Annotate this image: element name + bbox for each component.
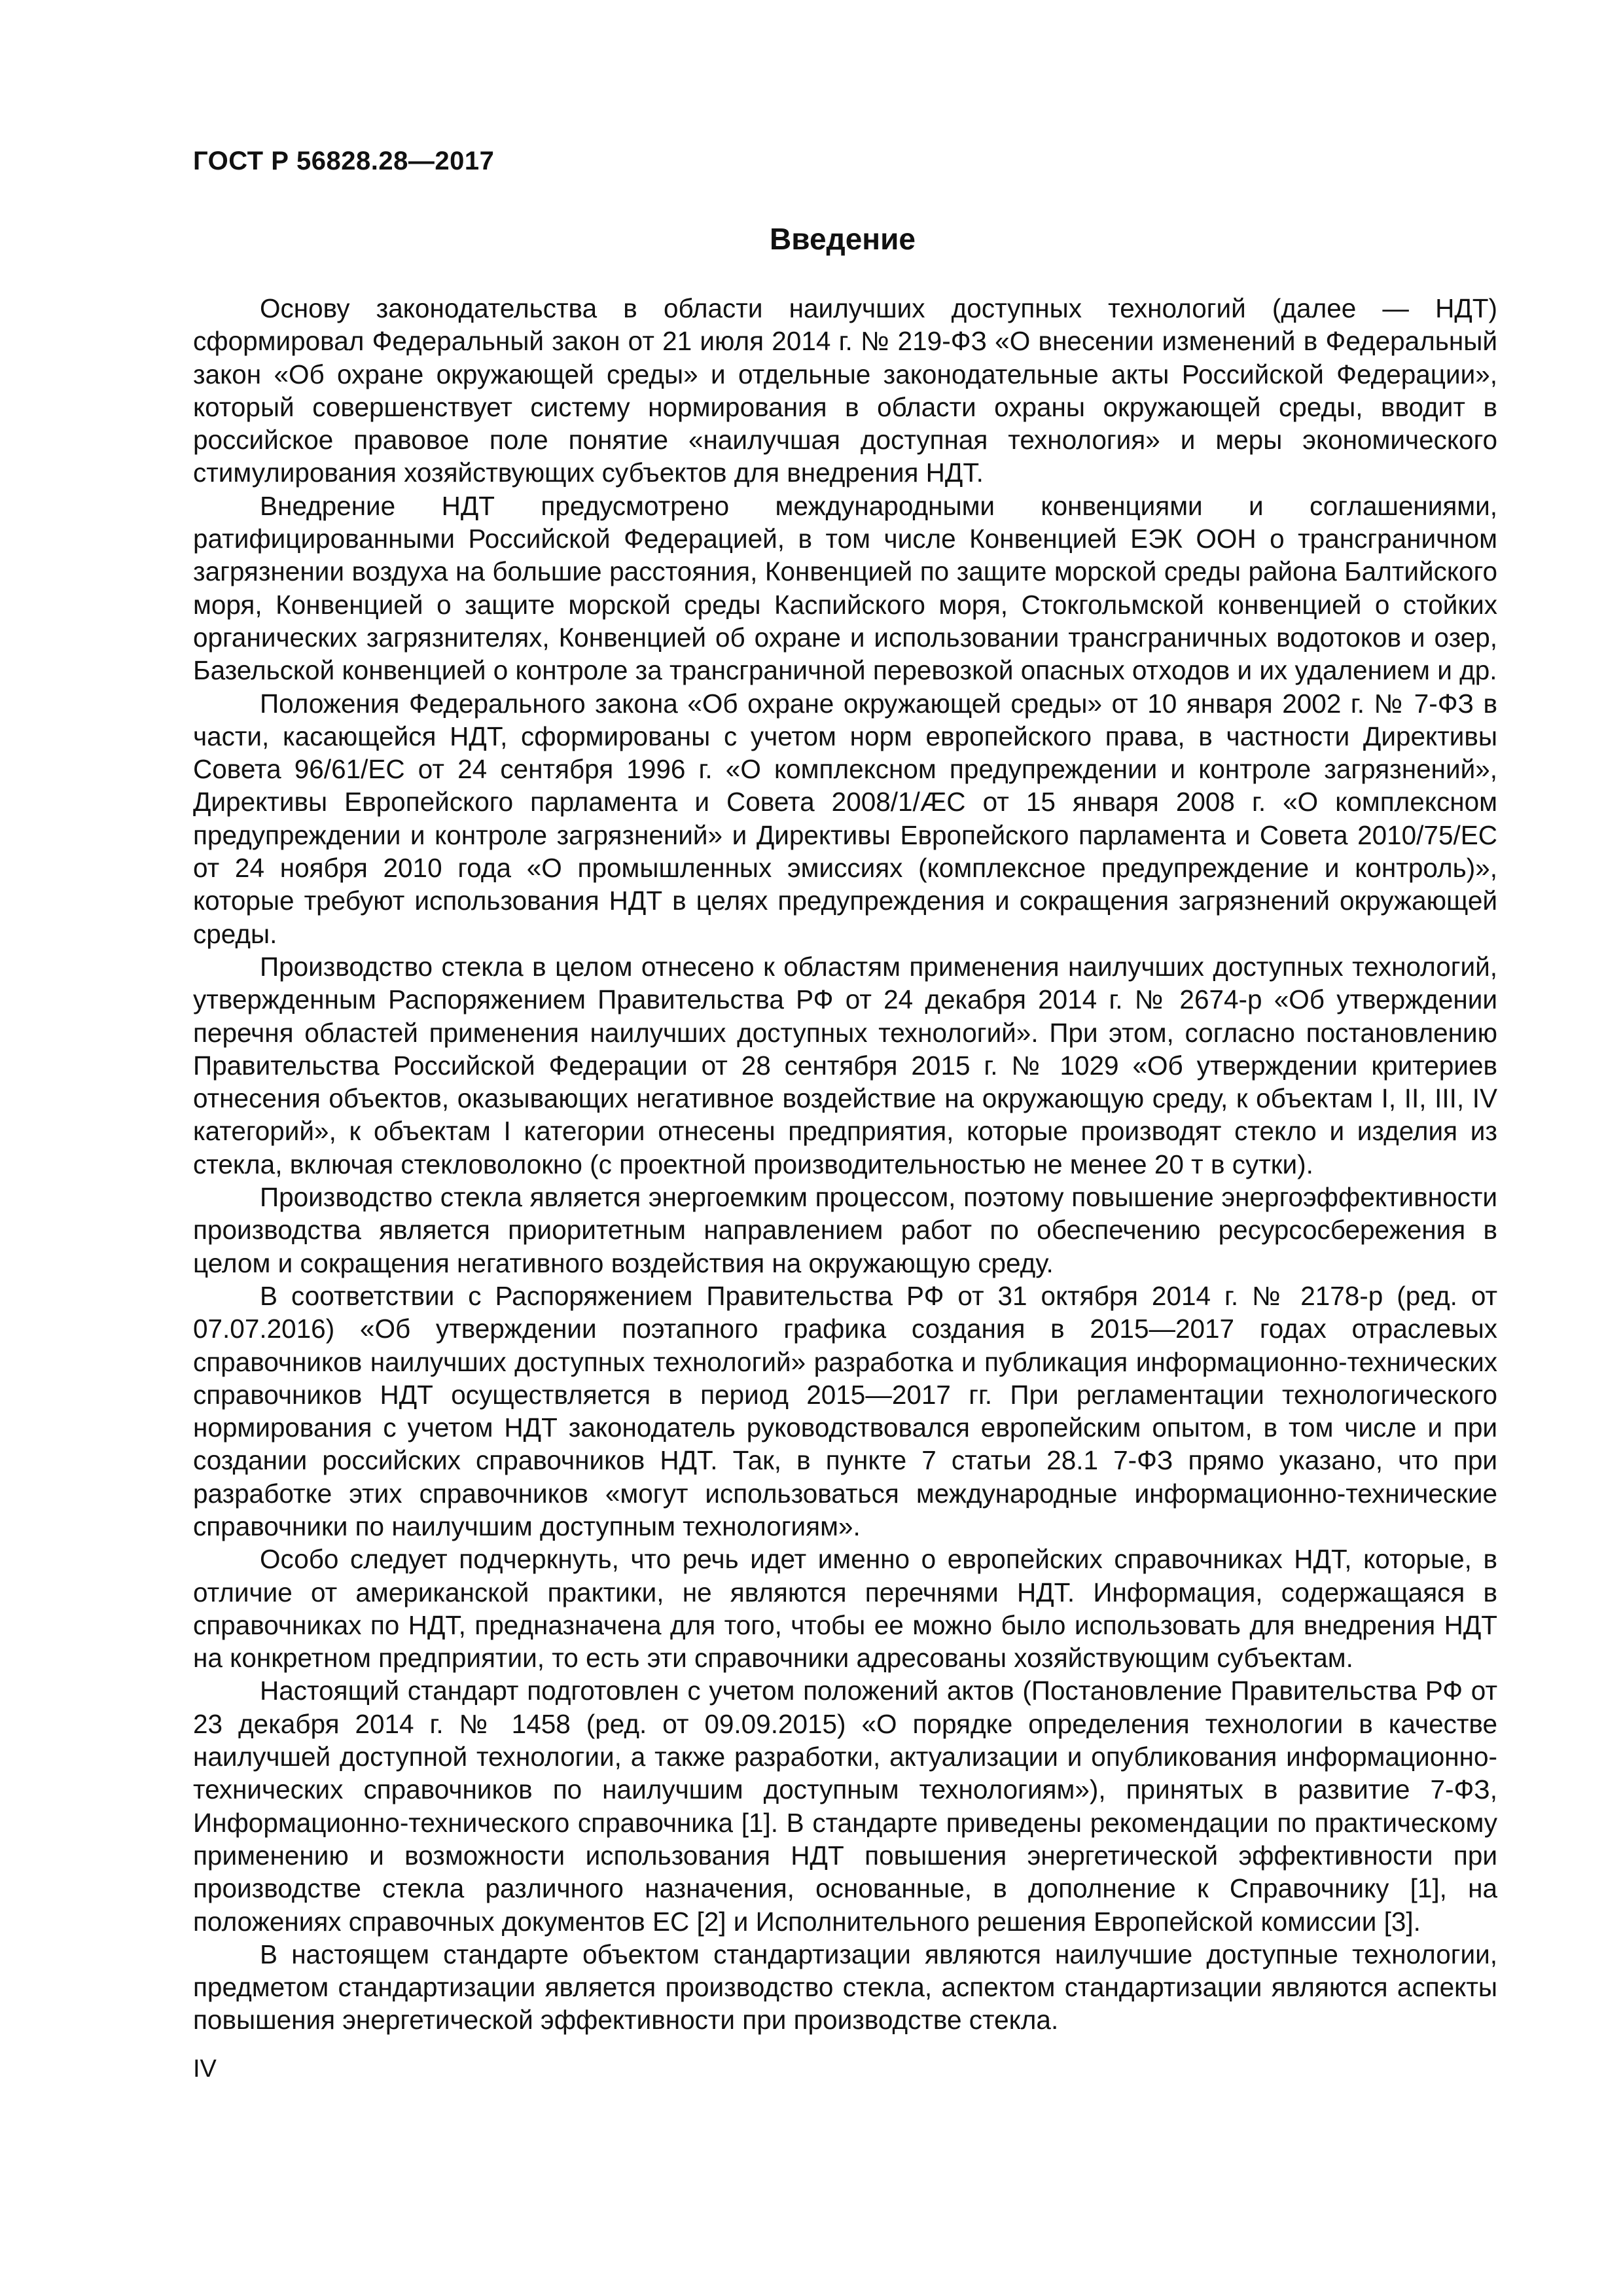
paragraph: Внедрение НДТ предусмотрено международными конвенциями и соглашениями, ратифицированными Российской Федерацией, в том числе Конвенцией ЕЭК ООН о трансграничном загрязнении воздуха на большие расстояния, Конвенцией по защите морской среды района Балтийского моря, Конвенцией о защите морской среды Каспийского моря, Стокгольмской конвенцией о стойких органических загрязнителях, Конвенцией об охране и использовании трансграничных водотоков и озер, Базельской конвенцией о контроле за трансграничной перевозкой опасных отходов и их удалением и др. [193,490,1497,686]
paragraph: Положения Федерального закона «Об охране окружающей среды» от 10 января 2002 г. № 7-ФЗ в части, касающейся НДТ, сформированы с учетом норм европейского права, в частности Директивы Совета 96/61/ЕС от 24 сентября 1996 г. «О комплексном предупреждении и контроле загрязнений», Директивы Европейского парламента и Совета 2008/1/ÆС от 15 января 2008 г. «О комплексном предупреждении и контроле загрязнений» и Директивы Европейского парламента и Совета 2010/75/ЕС от 24 ноября 2010 года «О промышленных эмиссиях (комплексное предупреждение и контроль)», которые требуют использования НДТ в целях предупреждения и сокращения загрязнений окружающей среды. [193,688,1497,949]
section-title: Введение [770,222,916,256]
paragraph: В соответствии с Распоряжением Правительства РФ от 31 октября 2014 г. № 2178-р (ред. от 07.07.2016) «Об утверждении поэтапного графика создания в 2015—2017 годах отраслевых справочников наилучших доступных технологий» разработка и публикация информационно-технических справочников НДТ осуществляется в период 2015—2017 гг. При регламентации технологического нормирования с учетом НДТ законодатель руководствовался европейским опытом, в том числе и при создании российских справочников НДТ. Так, в пункте 7 статьи 28.1 7-ФЗ прямо указано, что при разработке этих справочников «могут использоваться международные информационно-технические справочники по наилучшим доступным технологиям». [193,1280,1497,1541]
page-number: IV [193,2055,217,2083]
paragraph: Производство стекла в целом отнесено к областям применения наилучших доступных технологий, утвержденным Распоряжением Правительства РФ от 24 декабря 2014 г. № 2674-р «Об утверждении перечня областей применения наилучших доступных технологий». При этом, согласно постановлению Правительства Российской Федерации от 28 сентября 2015 г. № 1029 «Об утверждении критериев отнесения объектов, оказывающих негативное воздействие на окружающую среду, к объектам I, II, III, IV категорий», к объектам I категории отнесены предприятия, которые производят стекло и изделия из стекла, включая стекловолокно (с проектной производительностью не менее 20 т в сутки). [193,951,1497,1179]
document-header-id: ГОСТ Р 56828.28—2017 [193,147,495,175]
paragraph: Настоящий стандарт подготовлен с учетом положений актов (Постановление Правительства РФ от 23 декабря 2014 г. № 1458 (ред. от 09.09.2015) «О порядке определения технологии в качестве наилучшей доступной технологии, а также разработки, актуализации и опубликования информационно-технических справочников по наилучшим доступным технологиям»), принятых в развитие 7-ФЗ, Информационно-технического справочника [1]. В стандарте приведены рекомендации по практическому применению и возможности использования НДТ повышения энергетической эффективности при производстве стекла различного назначения, основанные, в дополнение к Справочнику [1], на положениях справочных документов ЕС [2] и Исполнительного решения Европейской комиссии [3]. [193,1676,1497,1937]
paragraph: Производство стекла является энергоемким процессом, поэтому повышение энергоэффективности производства является приоритетным направлением работ по обеспечению ресурсосбережения в целом и сокращения негативного воздействия на окружающую среду. [193,1182,1497,1278]
paragraph: Особо следует подчеркнуть, что речь идет именно о европейских справочниках НДТ, которые, в отличие от американской практики, не являются перечнями НДТ. Информация, содержащаяся в справочниках по НДТ, предназначена для того, чтобы ее можно было использовать для внедрения НДТ на конкретном предприятии, то есть эти справочники адресованы хозяйствующим субъектам. [193,1544,1497,1674]
section-body [193,292,1497,2037]
paragraph: Основу законодательства в области наилучших доступных технологий (далее — НДТ) сформировал Федеральный закон от 21 июля 2014 г. № 219-ФЗ «О внесении изменений в Федеральный закон «Об охране окружающей среды» и отдельные законодательные акты Российской Федерации», который совершенствует систему нормирования в области охраны окружающей среды, вводит в российское правовое поле понятие «наилучшая доступная технология» и меры экономического стимулирования хозяйствующих субъектов для внедрения НДТ. [193,293,1497,488]
paragraph: В настоящем стандарте объектом стандартизации являются наилучшие доступные технологии, предметом стандартизации является производство стекла, аспектом стандартизации являются аспекты повышения энергетической эффективности при производстве стекла. [193,1939,1497,2036]
